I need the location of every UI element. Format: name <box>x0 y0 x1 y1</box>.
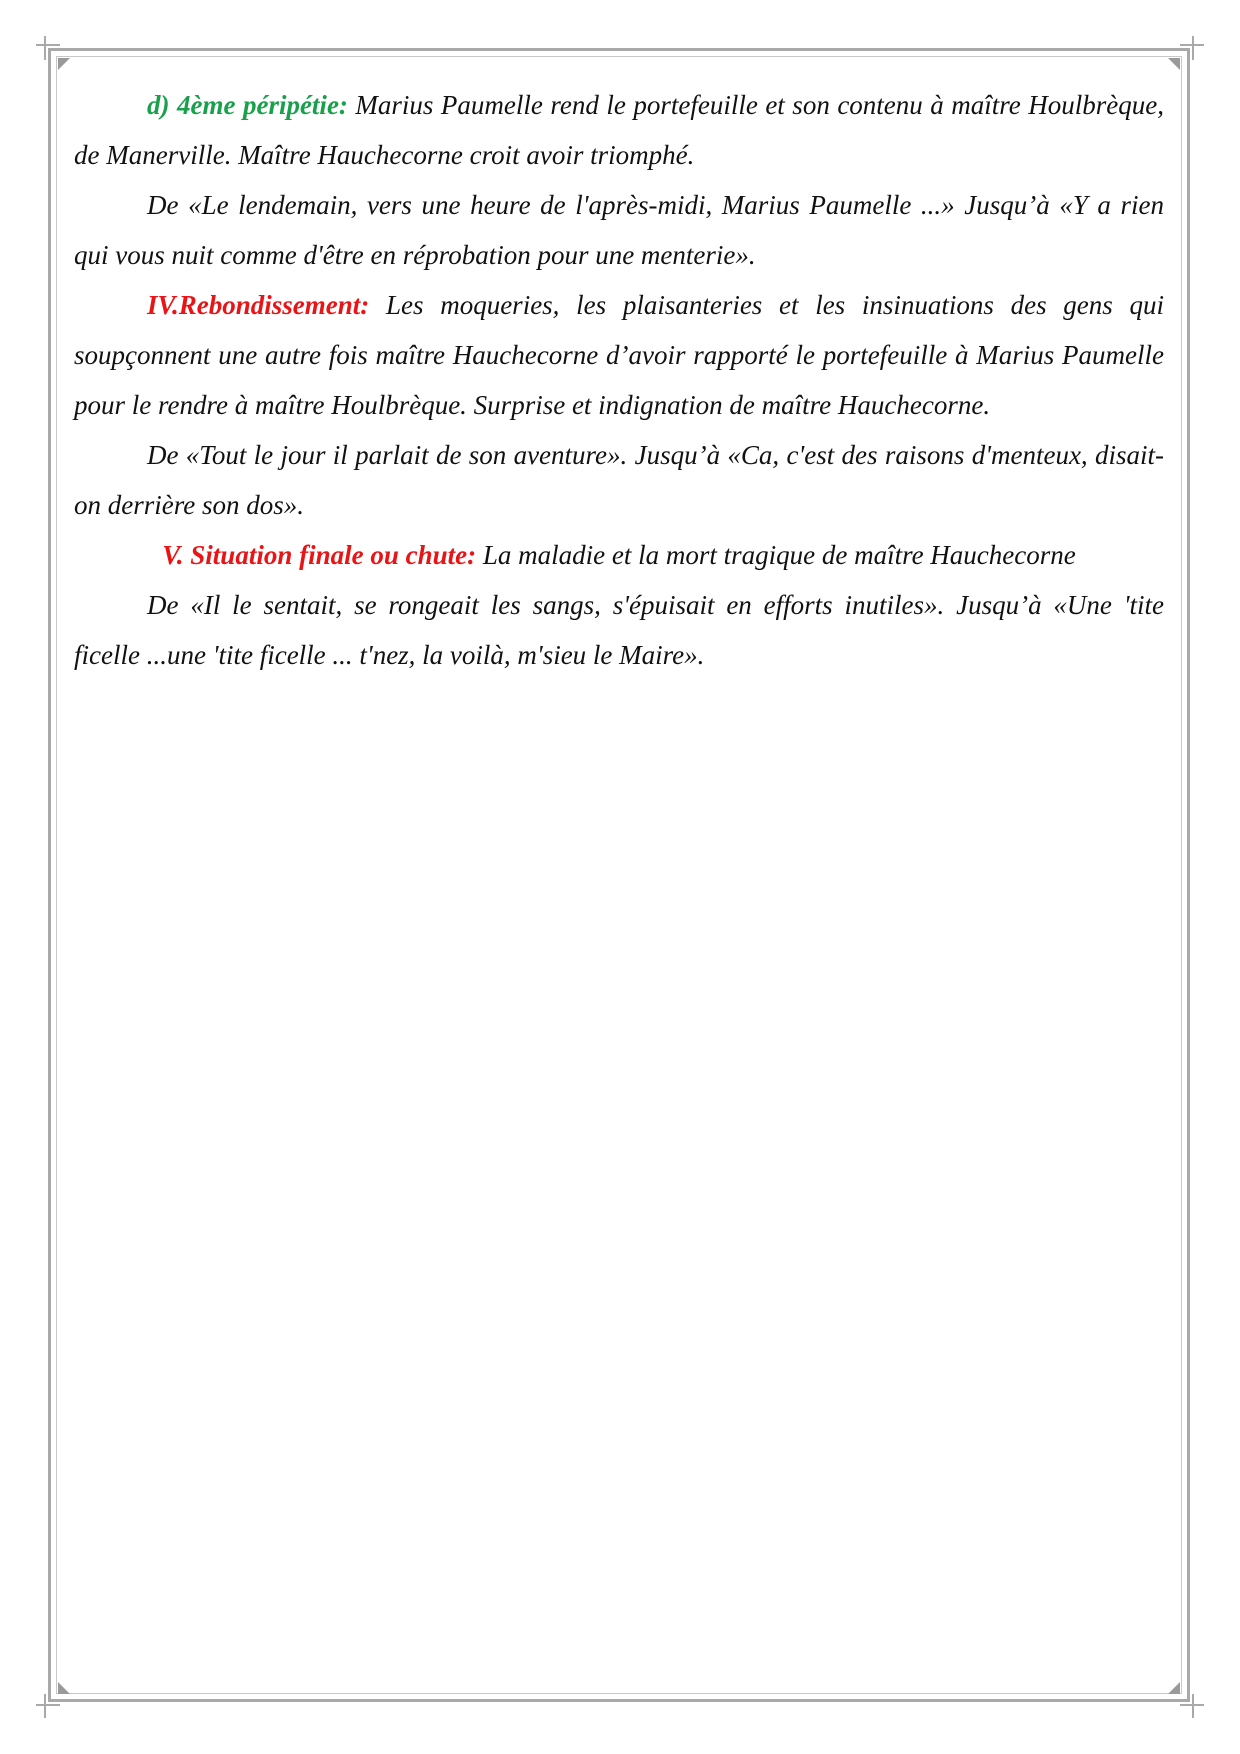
paragraph-text: Les moqueries, les plaisanteries et les insinuations des gens qui soupçonnent une autre fois maître Hauchecorne d’avoir rapporté le portefeuille à Marius Paumelle pour le rendre à maître Houlbrèque. Surprise et indignation de maître Hauchecorne. <box>74 290 1164 420</box>
heading-rebondissement: IV.Rebondissement: <box>147 290 370 320</box>
heading-4eme-peripetie: d) 4ème péripétie: <box>147 90 348 120</box>
paragraph-text: De «Le lendemain, vers une heure de l'après-midi, Marius Paumelle ...» Jusqu’à «Y a rien qui vous nuit comme d'être en réprobation pour une menterie». <box>74 190 1164 270</box>
border-tick-bottom-left-h <box>36 1704 60 1706</box>
document-body <box>74 80 1164 680</box>
paragraph-peripetie-4 <box>74 80 1164 180</box>
paragraph-text: La maladie et la mort tragique de maître Hauchecorne <box>476 540 1076 570</box>
paragraph-text: De «Tout le jour il parlait de son aventure». Jusqu’à «Ca, c'est des raisons d'menteux, disait-on derrière son dos». <box>74 440 1164 520</box>
corner-ornament-top-right <box>1168 58 1180 70</box>
paragraph-text: De «Il le sentait, se rongeait les sangs, s'épuisait en efforts inutiles». Jusqu’à «Une 'tite ficelle ...une 'tite ficelle ... t'nez, la voilà, m'sieu le Maire». <box>74 590 1164 670</box>
corner-ornament-top-left <box>58 58 70 70</box>
border-tick-bottom-right <box>1192 1694 1194 1718</box>
border-tick-bottom-right-h <box>1180 1704 1204 1706</box>
paragraph-situation-finale <box>74 530 1164 580</box>
paragraph-text: Marius Paumelle rend le portefeuille et son contenu à maître Houlbrèque, de Manerville. Maître Hauchecorne croit avoir triomphé. <box>74 90 1164 170</box>
border-tick-bottom-left <box>44 1694 46 1718</box>
paragraph-citation-3 <box>74 580 1164 680</box>
paragraph-citation-2 <box>74 430 1164 530</box>
border-tick-top-left <box>44 36 46 60</box>
corner-ornament-bottom-left <box>58 1682 70 1694</box>
heading-situation-finale: V. Situation finale ou chute: <box>162 540 477 570</box>
corner-ornament-bottom-right <box>1168 1682 1180 1694</box>
paragraph-citation-1 <box>74 180 1164 280</box>
paragraph-rebondissement <box>74 280 1164 430</box>
border-tick-top-right <box>1192 36 1194 60</box>
border-tick-top-left-h <box>36 44 60 46</box>
border-tick-top-right-h <box>1180 44 1204 46</box>
